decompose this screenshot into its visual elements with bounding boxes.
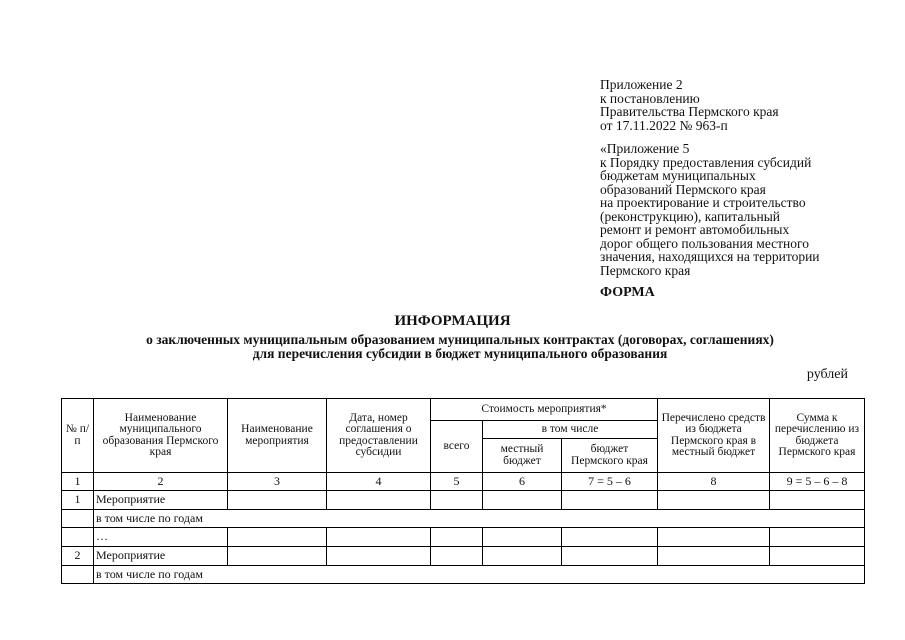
table-cell bbox=[62, 510, 94, 528]
subtitle-line-1: о заключенных муниципальным образованием муниципальных контрактах (договорах, соглашениях) bbox=[146, 332, 774, 347]
appendix-line: Приложение 2 bbox=[600, 77, 683, 92]
units-label: рублей bbox=[806, 367, 848, 382]
table-row bbox=[62, 491, 865, 510]
table-cell bbox=[327, 528, 431, 547]
appendix5-line: дорог общего пользования местного bbox=[600, 235, 809, 251]
table-cell bbox=[327, 547, 431, 566]
table-cell bbox=[658, 528, 770, 547]
header-to-transfer: Сумма к перечислению из бюджета Пермского края bbox=[770, 399, 865, 473]
table-row bbox=[62, 547, 865, 566]
table-cell bbox=[431, 491, 483, 510]
table-cell bbox=[658, 547, 770, 566]
column-number: 8 bbox=[658, 473, 770, 491]
header-regional-budget: бюджет Пермского края bbox=[562, 439, 658, 473]
table-row bbox=[62, 528, 865, 547]
row-label: Мероприятие bbox=[94, 547, 228, 566]
table-cell bbox=[228, 491, 327, 510]
row-number: 2 bbox=[62, 547, 94, 566]
header-num: № п/п bbox=[62, 399, 94, 473]
appendix5-line: «Приложение 5 bbox=[600, 141, 690, 156]
form-label: ФОРМА bbox=[600, 285, 655, 300]
table-cell bbox=[562, 528, 658, 547]
row-by-years: в том числе по годам bbox=[94, 566, 865, 584]
table-cell bbox=[770, 547, 865, 566]
column-number: 9 = 5 – 6 – 8 bbox=[770, 473, 865, 491]
row-by-years: в том числе по годам bbox=[94, 510, 865, 528]
column-number: 2 bbox=[94, 473, 228, 491]
header-cost: Стоимость мероприятия* bbox=[431, 399, 658, 421]
column-number-row bbox=[62, 473, 865, 491]
table-cell bbox=[62, 528, 94, 547]
table-cell bbox=[562, 547, 658, 566]
appendix5-line: к Порядку предоставления субсидий bbox=[600, 154, 812, 170]
header-event-name: Наименование мероприятия bbox=[228, 399, 327, 473]
document-subtitle bbox=[60, 333, 860, 360]
appendix5-line: бюджетам муниципальных bbox=[600, 168, 756, 183]
header-including: в том числе bbox=[483, 421, 658, 439]
table-row bbox=[62, 566, 865, 584]
column-number: 7 = 5 – 6 bbox=[562, 473, 658, 491]
header-transferred: Перечислено средств из бюджета Пермского края в местный бюджет bbox=[658, 399, 770, 473]
table-row bbox=[62, 510, 865, 528]
appendix5-line: значения, находящихся на территории bbox=[600, 249, 820, 264]
row-ellipsis: … bbox=[94, 528, 228, 547]
appendix-line: от 17.11.2022 № 963-п bbox=[600, 117, 728, 133]
table-cell bbox=[431, 528, 483, 547]
column-number: 6 bbox=[483, 473, 562, 491]
header-total: всего bbox=[431, 421, 483, 473]
table-cell bbox=[770, 491, 865, 510]
row-label: Мероприятие bbox=[94, 491, 228, 510]
appendix5-line: Пермского края bbox=[600, 262, 691, 278]
table-cell bbox=[483, 528, 562, 547]
appendix-header bbox=[600, 78, 900, 132]
document-title: ИНФОРМАЦИЯ bbox=[394, 313, 511, 329]
column-number: 5 bbox=[431, 473, 483, 491]
table-cell bbox=[62, 566, 94, 584]
appendix5-header bbox=[600, 142, 900, 277]
appendix5-line: на проектирование и строительство bbox=[600, 195, 806, 210]
column-number: 1 bbox=[62, 473, 94, 491]
appendix5-line: образований Пермского края bbox=[600, 181, 766, 197]
appendix-line: Правительства Пермского края bbox=[600, 104, 779, 119]
table-cell bbox=[770, 528, 865, 547]
table-cell bbox=[228, 528, 327, 547]
header-mo-name: Наименование муниципального образования Пермского края bbox=[94, 399, 228, 473]
table-cell bbox=[562, 491, 658, 510]
table-cell bbox=[658, 491, 770, 510]
row-number: 1 bbox=[62, 491, 94, 510]
contracts-table bbox=[61, 398, 865, 584]
header-agreement: Дата, номер соглашения о предоставлении субсидии bbox=[327, 399, 431, 473]
column-number: 4 bbox=[327, 473, 431, 491]
header-local-budget: местный бюджет bbox=[483, 439, 562, 473]
column-number: 3 bbox=[228, 473, 327, 491]
table-cell bbox=[431, 547, 483, 566]
appendix5-line: (реконструкцию), капитальный bbox=[600, 208, 781, 224]
table-cell bbox=[327, 491, 431, 510]
appendix-line: к постановлению bbox=[600, 90, 700, 106]
table-cell bbox=[228, 547, 327, 566]
table-cell bbox=[483, 547, 562, 566]
table-cell bbox=[483, 491, 562, 510]
subtitle-line-2: для перечисления субсидии в бюджет муниципального образования bbox=[252, 345, 668, 361]
appendix5-line: ремонт и ремонт автомобильных bbox=[600, 222, 790, 237]
